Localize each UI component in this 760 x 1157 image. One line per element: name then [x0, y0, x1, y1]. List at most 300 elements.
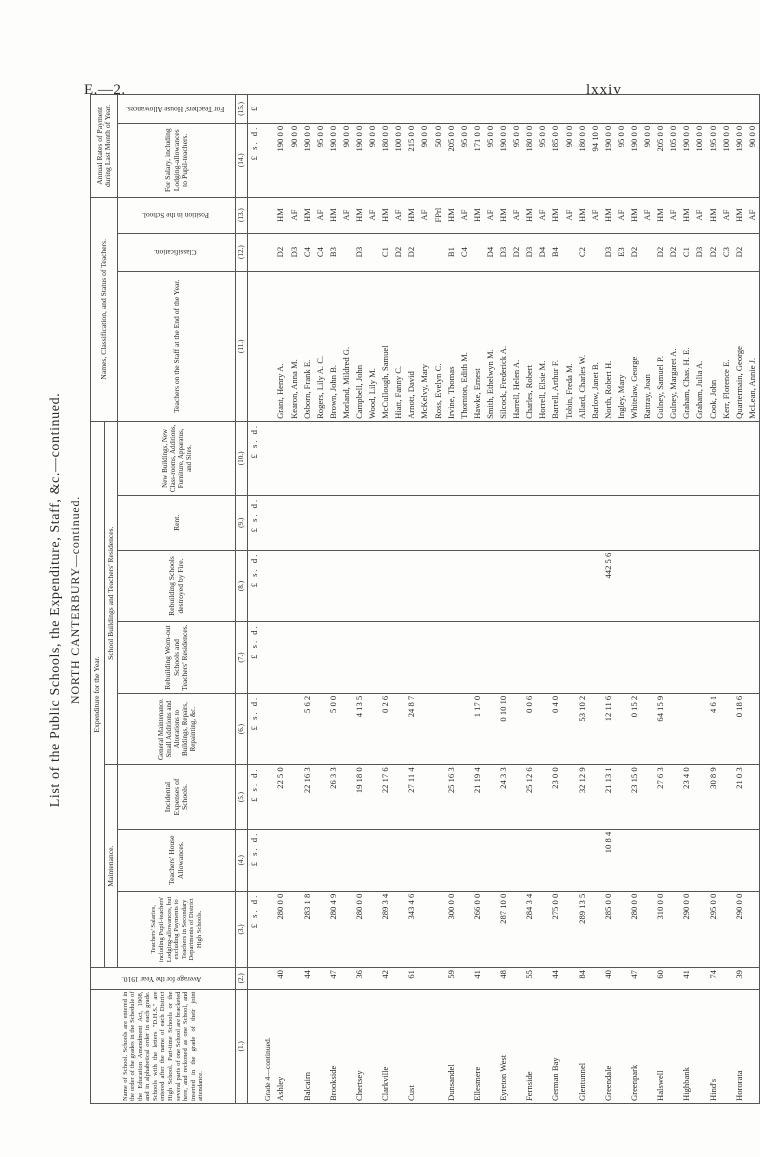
- school-name: Dunsandel: [445, 989, 458, 1103]
- new-buildings-cell: [628, 421, 641, 495]
- average-attendance: [589, 968, 602, 989]
- column-number: (10.): [236, 421, 248, 495]
- salary-rate-cell: 95 0 0: [537, 123, 550, 197]
- school-name: [589, 989, 602, 1103]
- rebuilding-worn-cell: [563, 622, 576, 694]
- allowance-rate-cell: [366, 95, 379, 124]
- classification-cell: C4: [301, 233, 314, 271]
- new-buildings-cell: [576, 421, 589, 495]
- rebuilding-worn-cell: [445, 622, 458, 694]
- header-house-allowances: Teachers' House Allowances.: [118, 829, 236, 891]
- position-cell: HM: [275, 197, 288, 233]
- salaries-cell: 290 0 0: [733, 891, 746, 967]
- classification-cell: [563, 233, 576, 271]
- incidental-cell: [366, 765, 379, 829]
- salaries-cell: [419, 891, 432, 967]
- header-expenditure-group: Expenditure for the Year.: [91, 421, 105, 967]
- salaries-cell: 295 0 0: [707, 891, 720, 967]
- table-row: [615, 95, 628, 1104]
- position-cell: HM: [733, 197, 746, 233]
- house-allowance-cell: [419, 829, 432, 891]
- rent-cell: [432, 495, 445, 550]
- header-incidental: Incidental Expenses of Schools.: [118, 765, 236, 829]
- average-attendance: 48: [497, 968, 510, 989]
- incidental-cell: 27 11 4: [406, 765, 419, 829]
- allowance-rate-cell: [497, 95, 510, 124]
- teacher-name: Silcock, Frederick A.: [497, 271, 510, 421]
- classification-cell: [419, 233, 432, 271]
- rebuilding-fire-cell: [510, 550, 523, 622]
- rebuilding-worn-cell: [432, 622, 445, 694]
- rent-cell: [288, 495, 301, 550]
- house-allowance-cell: [497, 829, 510, 891]
- classification-cell: D2: [654, 233, 667, 271]
- rent-cell: [340, 495, 353, 550]
- new-buildings-cell: [602, 421, 615, 495]
- salaries-cell: [641, 891, 654, 967]
- average-attendance: 61: [406, 968, 419, 989]
- teacher-name: Quartermain, George: [733, 271, 746, 421]
- salaries-cell: 285 0 0: [602, 891, 615, 967]
- salary-rate-cell: 95 0 0: [615, 123, 628, 197]
- classification-cell: C2: [576, 233, 589, 271]
- classification-cell: D3: [353, 233, 366, 271]
- school-name: Hind's: [707, 989, 720, 1103]
- rebuilding-worn-cell: [628, 622, 641, 694]
- allowance-rate-cell: [458, 95, 471, 124]
- average-attendance: 55: [523, 968, 536, 989]
- rent-cell: [563, 495, 576, 550]
- school-name: Glentunnel: [576, 989, 589, 1103]
- rebuilding-worn-cell: [746, 622, 760, 694]
- rent-cell: [681, 495, 694, 550]
- incidental-cell: 23 15 0: [628, 765, 641, 829]
- allowance-rate-cell: [471, 95, 484, 124]
- rebuilding-fire-cell: [327, 550, 340, 622]
- general-maintenance-cell: [392, 693, 405, 765]
- salary-rate-cell: 105 0 0: [667, 123, 680, 197]
- table-row: [484, 95, 497, 1104]
- house-allowance-cell: [589, 829, 602, 891]
- salary-rate-cell: 100 0 0: [720, 123, 733, 197]
- general-maintenance-cell: [615, 693, 628, 765]
- school-name: [419, 989, 432, 1103]
- new-buildings-cell: [484, 421, 497, 495]
- column-number: (4.): [236, 829, 248, 891]
- header-rebuilding-worn-out: Rebuilding Worn-out Schools and Teachers' Residences.: [118, 622, 236, 694]
- school-name: [392, 989, 405, 1103]
- units-house: £ s. d.: [248, 829, 262, 891]
- incidental-cell: 22 17 6: [379, 765, 392, 829]
- teacher-name: Tobin, Freda M.: [563, 271, 576, 421]
- allowance-rate-cell: [694, 95, 707, 124]
- new-buildings-cell: [471, 421, 484, 495]
- salary-rate-cell: 94 10 0: [589, 123, 602, 197]
- salaries-cell: 310 0 0: [654, 891, 667, 967]
- average-attendance: [288, 968, 301, 989]
- table-row: [510, 95, 523, 1104]
- incidental-cell: 32 12 9: [576, 765, 589, 829]
- teacher-name: Charles, Robert: [523, 271, 536, 421]
- rent-cell: [523, 495, 536, 550]
- school-name: Halswell: [654, 989, 667, 1103]
- position-cell: AF: [458, 197, 471, 233]
- teacher-name: Morland, Mildred G.: [340, 271, 353, 421]
- salary-rate-cell: 95 0 0: [458, 123, 471, 197]
- house-allowance-cell: [537, 829, 550, 891]
- rebuilding-fire-cell: [392, 550, 405, 622]
- position-cell: AF: [537, 197, 550, 233]
- allowance-rate-cell: [720, 95, 733, 124]
- allowance-rate-cell: [537, 95, 550, 124]
- rebuilding-worn-cell: [392, 622, 405, 694]
- salary-rate-cell: 190 0 0: [353, 123, 366, 197]
- classification-cell: D2: [733, 233, 746, 271]
- average-attendance: [746, 968, 760, 989]
- classification-cell: D2: [406, 233, 419, 271]
- units-fire: £ s. d.: [248, 550, 262, 622]
- new-buildings-cell: [681, 421, 694, 495]
- rebuilding-fire-cell: [484, 550, 497, 622]
- average-attendance: [720, 968, 733, 989]
- position-cell: HM: [497, 197, 510, 233]
- incidental-cell: [667, 765, 680, 829]
- general-maintenance-cell: [537, 693, 550, 765]
- classification-cell: C3: [720, 233, 733, 271]
- average-attendance: [458, 968, 471, 989]
- teacher-name: Gulney, Margaret A.: [667, 271, 680, 421]
- new-buildings-cell: [432, 421, 445, 495]
- general-maintenance-cell: [484, 693, 497, 765]
- allowance-rate-cell: [432, 95, 445, 124]
- average-attendance: [432, 968, 445, 989]
- general-maintenance-cell: 0 18 6: [733, 693, 746, 765]
- table-row: [353, 95, 366, 1104]
- position-cell: HM: [550, 197, 563, 233]
- classification-cell: C4: [314, 233, 327, 271]
- teacher-name: Thornton, Edith M.: [458, 271, 471, 421]
- rebuilding-worn-cell: [340, 622, 353, 694]
- school-name: Balcairn: [301, 989, 314, 1103]
- house-allowance-cell: [733, 829, 746, 891]
- new-buildings-cell: [366, 421, 379, 495]
- teacher-name: Graham, Chas. H. E.: [681, 271, 694, 421]
- units-incidental: £ s. d.: [248, 765, 262, 829]
- salaries-cell: 290 0 0: [681, 891, 694, 967]
- position-cell: HM: [327, 197, 340, 233]
- allowance-rate-cell: [392, 95, 405, 124]
- incidental-cell: [314, 765, 327, 829]
- salaries-cell: 289 3 4: [379, 891, 392, 967]
- rebuilding-worn-cell: [694, 622, 707, 694]
- school-name: [641, 989, 654, 1103]
- general-maintenance-cell: [275, 693, 288, 765]
- teacher-name: Kearon, Anna M.: [288, 271, 301, 421]
- teacher-name: Hiatt, Fanny C.: [392, 271, 405, 421]
- average-attendance: [510, 968, 523, 989]
- new-buildings-cell: [720, 421, 733, 495]
- rent-cell: [641, 495, 654, 550]
- average-attendance: 59: [445, 968, 458, 989]
- classification-cell: [746, 233, 760, 271]
- salaries-cell: [615, 891, 628, 967]
- general-maintenance-cell: [746, 693, 760, 765]
- rebuilding-fire-cell: 442 5 6: [602, 550, 615, 622]
- salary-rate-cell: 190 0 0: [628, 123, 641, 197]
- rebuilding-worn-cell: [301, 622, 314, 694]
- new-buildings-cell: [340, 421, 353, 495]
- classification-cell: D2: [275, 233, 288, 271]
- teacher-name: Irvine, Thomas: [445, 271, 458, 421]
- header-rent: Rent.: [118, 495, 236, 550]
- average-attendance: 44: [301, 968, 314, 989]
- rebuilding-fire-cell: [641, 550, 654, 622]
- table-row: [563, 95, 576, 1104]
- rebuilding-worn-cell: [379, 622, 392, 694]
- average-attendance: 40: [602, 968, 615, 989]
- table-row: [602, 95, 615, 1104]
- units-salary-rate: £ s. d.: [248, 123, 262, 197]
- rebuilding-worn-cell: [497, 622, 510, 694]
- house-allowance-cell: [694, 829, 707, 891]
- table-row: [681, 95, 694, 1104]
- general-maintenance-cell: [445, 693, 458, 765]
- house-allowance-cell: [628, 829, 641, 891]
- allowance-rate-cell: [667, 95, 680, 124]
- header-salary: For Salary, including Lodging-allowances to Pupil-teachers.: [118, 123, 236, 197]
- position-cell: AF: [746, 197, 760, 233]
- house-allowance-cell: [432, 829, 445, 891]
- header-general-maintenance: General Maintenance. Small Additions and Alterations to Buildings, Repairs, Repainting, &c.: [118, 693, 236, 765]
- salaries-cell: 300 0 0: [445, 891, 458, 967]
- header-teachers-on-staff: Teachers on the Staff at the End of the Year.: [118, 271, 236, 421]
- house-allowance-cell: [707, 829, 720, 891]
- column-number: (8.): [236, 550, 248, 622]
- position-cell: HM: [353, 197, 366, 233]
- general-maintenance-cell: 4 6 1: [707, 693, 720, 765]
- classification-cell: C1: [681, 233, 694, 271]
- position-cell: AF: [694, 197, 707, 233]
- document-title: List of the Public Schools, the Expenditure, Staff, &c.—continued.: [48, 392, 63, 808]
- average-attendance: 84: [576, 968, 589, 989]
- incidental-cell: 22 16 3: [301, 765, 314, 829]
- classification-cell: B1: [445, 233, 458, 271]
- rebuilding-fire-cell: [667, 550, 680, 622]
- allowance-rate-cell: [733, 95, 746, 124]
- rebuilding-fire-cell: [340, 550, 353, 622]
- rebuilding-fire-cell: [432, 550, 445, 622]
- general-maintenance-cell: 64 15 9: [654, 693, 667, 765]
- salaries-cell: [340, 891, 353, 967]
- table-row: [379, 95, 392, 1104]
- house-allowance-cell: [510, 829, 523, 891]
- new-buildings-cell: [654, 421, 667, 495]
- classification-cell: D2: [510, 233, 523, 271]
- salary-rate-cell: 190 0 0: [497, 123, 510, 197]
- house-allowance-cell: [327, 829, 340, 891]
- salaries-cell: [432, 891, 445, 967]
- general-maintenance-cell: [641, 693, 654, 765]
- incidental-cell: 21 19 4: [471, 765, 484, 829]
- table-row: [406, 95, 419, 1104]
- rebuilding-worn-cell: [353, 622, 366, 694]
- rent-cell: [327, 495, 340, 550]
- rebuilding-worn-cell: [550, 622, 563, 694]
- teacher-name: Whitelaw, George: [628, 271, 641, 421]
- house-allowance-cell: [314, 829, 327, 891]
- teacher-name: McKelvy, Mary: [419, 271, 432, 421]
- salaries-cell: 343 4 6: [406, 891, 419, 967]
- allowance-rate-cell: [707, 95, 720, 124]
- rent-cell: [419, 495, 432, 550]
- new-buildings-cell: [445, 421, 458, 495]
- rebuilding-worn-cell: [458, 622, 471, 694]
- new-buildings-cell: [667, 421, 680, 495]
- column-number: (15.): [236, 95, 248, 124]
- teacher-name: Cook, John: [707, 271, 720, 421]
- incidental-cell: [340, 765, 353, 829]
- grade-label: Grade 4—continued.: [262, 989, 275, 1103]
- salary-rate-cell: 95 0 0: [314, 123, 327, 197]
- general-maintenance-cell: 0 2 6: [379, 693, 392, 765]
- salary-rate-cell: 95 0 0: [510, 123, 523, 197]
- table-row: [288, 95, 301, 1104]
- units-row: [248, 95, 262, 1104]
- allowance-rate-cell: [628, 95, 641, 124]
- rebuilding-fire-cell: [746, 550, 760, 622]
- header-position: Position in the School.: [118, 197, 236, 233]
- incidental-cell: 24 3 3: [497, 765, 510, 829]
- classification-cell: D2: [628, 233, 641, 271]
- position-cell: AF: [314, 197, 327, 233]
- table-row: [471, 95, 484, 1104]
- rent-cell: [471, 495, 484, 550]
- new-buildings-cell: [537, 421, 550, 495]
- units-newb: £ s. d.: [248, 421, 262, 495]
- salaries-cell: [458, 891, 471, 967]
- house-allowance-cell: [484, 829, 497, 891]
- rebuilding-worn-cell: [681, 622, 694, 694]
- rebuilding-worn-cell: [602, 622, 615, 694]
- units-allowance-rate: £: [248, 95, 262, 124]
- teacher-name: Rattray, Joan: [641, 271, 654, 421]
- teacher-name: Grant, Henry A.: [275, 271, 288, 421]
- teacher-name: Smith, Ethelwyn M.: [484, 271, 497, 421]
- units-salaries: £ s. d.: [248, 891, 262, 967]
- teacher-name: Ross, Evelyn C.: [432, 271, 445, 421]
- new-buildings-cell: [615, 421, 628, 495]
- house-allowance-cell: [681, 829, 694, 891]
- table-row: [720, 95, 733, 1104]
- house-allowance-cell: [353, 829, 366, 891]
- rebuilding-fire-cell: [707, 550, 720, 622]
- salaries-cell: [694, 891, 707, 967]
- school-name: Hororata: [733, 989, 746, 1103]
- school-name: Ashley: [275, 989, 288, 1103]
- allowance-rate-cell: [523, 95, 536, 124]
- allowance-rate-cell: [641, 95, 654, 124]
- house-allowance-cell: [563, 829, 576, 891]
- table-row: [550, 95, 563, 1104]
- school-name: [537, 989, 550, 1103]
- salary-rate-cell: 195 0 0: [707, 123, 720, 197]
- rent-cell: [667, 495, 680, 550]
- general-maintenance-cell: [681, 693, 694, 765]
- general-maintenance-cell: [288, 693, 301, 765]
- rent-cell: [589, 495, 602, 550]
- school-name: Fernside: [523, 989, 536, 1103]
- classification-cell: B4: [550, 233, 563, 271]
- new-buildings-cell: [497, 421, 510, 495]
- general-maintenance-cell: [432, 693, 445, 765]
- rent-cell: [392, 495, 405, 550]
- rebuilding-worn-cell: [720, 622, 733, 694]
- classification-cell: C1: [379, 233, 392, 271]
- school-name: [720, 989, 733, 1103]
- rebuilding-worn-cell: [537, 622, 550, 694]
- new-buildings-cell: [392, 421, 405, 495]
- new-buildings-cell: [641, 421, 654, 495]
- position-cell: AF: [615, 197, 628, 233]
- incidental-cell: [641, 765, 654, 829]
- table-row: [641, 95, 654, 1104]
- rent-cell: [628, 495, 641, 550]
- school-name: Chertsey: [353, 989, 366, 1103]
- school-name: [615, 989, 628, 1103]
- classification-cell: [432, 233, 445, 271]
- allowance-rate-cell: [550, 95, 563, 124]
- salaries-cell: 280 0 0: [353, 891, 366, 967]
- salaries-cell: 289 13 5: [576, 891, 589, 967]
- allowance-rate-cell: [445, 95, 458, 124]
- table-row: [537, 95, 550, 1104]
- rent-cell: [746, 495, 760, 550]
- salary-rate-cell: 100 0 0: [694, 123, 707, 197]
- incidental-cell: 22 5 0: [275, 765, 288, 829]
- position-cell: HM: [523, 197, 536, 233]
- column-number-row: [236, 95, 248, 1104]
- allowance-rate-cell: [746, 95, 760, 124]
- salary-rate-cell: 90 0 0: [366, 123, 379, 197]
- allowance-rate-cell: [615, 95, 628, 124]
- classification-cell: [366, 233, 379, 271]
- general-maintenance-cell: 0 4 0: [550, 693, 563, 765]
- grade-row: [262, 95, 275, 1104]
- rent-cell: [353, 495, 366, 550]
- table-row: [432, 95, 445, 1104]
- incidental-cell: [432, 765, 445, 829]
- table-row: [419, 95, 432, 1104]
- rebuilding-fire-cell: [288, 550, 301, 622]
- position-cell: HM: [471, 197, 484, 233]
- average-attendance: [641, 968, 654, 989]
- salary-rate-cell: 90 0 0: [340, 123, 353, 197]
- column-number: (9.): [236, 495, 248, 550]
- rebuilding-worn-cell: [327, 622, 340, 694]
- position-cell: AF: [641, 197, 654, 233]
- allowance-rate-cell: [327, 95, 340, 124]
- classification-cell: D3: [694, 233, 707, 271]
- school-name: [746, 989, 760, 1103]
- school-name: Greenpark: [628, 989, 641, 1103]
- new-buildings-cell: [589, 421, 602, 495]
- rotated-table-sheet: [40, 80, 757, 1120]
- new-buildings-cell: [733, 421, 746, 495]
- incidental-cell: [589, 765, 602, 829]
- average-attendance: 47: [327, 968, 340, 989]
- position-cell: HM: [379, 197, 392, 233]
- units-worn: £ s. d.: [248, 622, 262, 694]
